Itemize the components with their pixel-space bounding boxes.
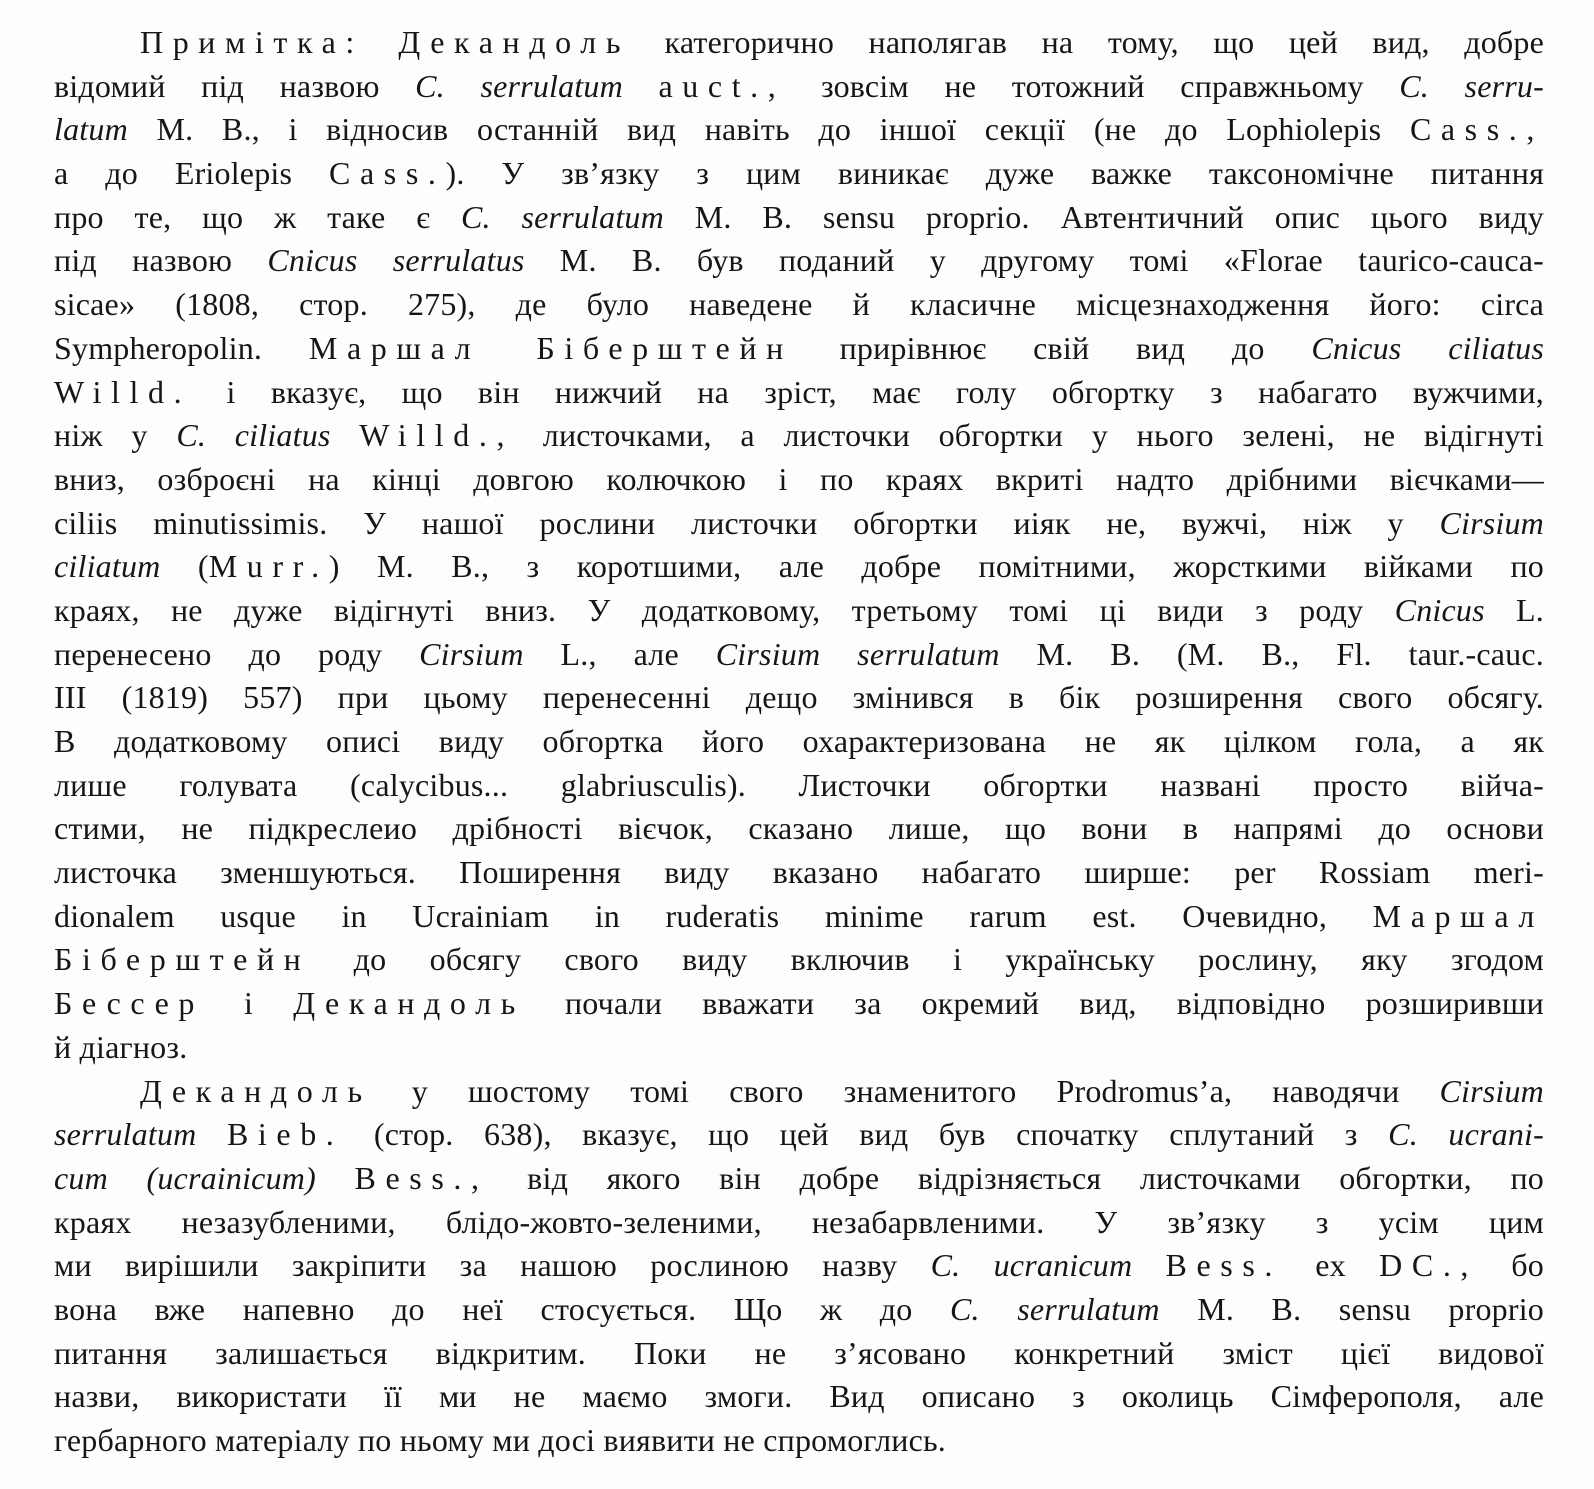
taxon-name-italic: C. serru- [1399,67,1544,104]
text-run: перенесено до роду [54,635,420,672]
text-line [54,196,1544,240]
letterspaced-name: DC., [1379,1247,1479,1284]
text-run [316,1160,355,1196]
taxon-name-italic: ciliatum [54,548,161,585]
text-run: ciliis minutissimis. У нашої рослини листочки обгортки иіяк не, вужчі, ніж у [54,504,1440,541]
letterspaced-name: Декандоль [398,24,631,60]
text-run: L. [1484,591,1545,628]
text-line [54,458,1544,502]
text-line [54,545,1544,589]
text-run: ). У зв’язку з цим виникає дуже важке таксономічне питання [445,155,1545,192]
taxon-name-italic: Cirsium serrulatum [715,635,1000,672]
letterspaced-name: Cass. [329,155,446,192]
taxon-name-italic: C. ucrani- [1388,1116,1545,1153]
taxon-name-italic: C. ucranicum [930,1247,1133,1284]
text-line [54,895,1544,939]
text-run: від якого він добре відрізняється листочками обгортки, по [488,1159,1544,1196]
taxon-name-italic: Cnicus ciliatus [1311,329,1545,366]
text-line [54,1375,1544,1419]
letterspaced-name: Willd., [359,417,515,454]
letterspaced-name: Примітка: [140,24,364,60]
text-run: гербарного матеріалу по ньому ми досі виявити не спромоглись. [54,1422,946,1458]
text-line [54,851,1544,895]
text-run: ) М. В., з коротшими, але добре помітними, жорсткими війками по [328,548,1544,585]
text-run: лише голувата (calycibus... glabriusculis). Листочки обгортки названі просто війча- [54,766,1544,803]
text-line [54,371,1544,415]
letterspaced-name: Декандоль [293,985,525,1022]
text-line [54,589,1544,633]
letterspaced-name: Bieb. [226,1116,344,1153]
text-run: й діагноз. [54,1028,188,1065]
text-run: під назвою [54,242,268,279]
taxon-name-italic: latum [54,111,128,148]
text-run: ми вирішили закріпити за нашою рослиною назву [54,1247,931,1284]
text-run: а до Eriolepis [54,155,330,192]
text-run: М. В. sensu proprio [1159,1290,1544,1327]
text-run: М. В. (М. В., Fl. taur.-cauc. [999,635,1544,672]
taxon-name-italic: Cirsium [1439,504,1544,541]
text-run: про те, що ж таке є [54,198,461,235]
text-run: В додатковому описі виду обгортка його охарактеризована не як цілком гола, а як [54,723,1544,759]
text-run: вона вже напевно до неї стосується. Що ж до [54,1290,950,1327]
text-line [54,414,1544,458]
text-line [54,65,1544,109]
text-line [54,327,1544,371]
text-line [54,1244,1544,1288]
text-run: вниз, озброєні на кінці довгою колючкою і по краях вкриті надто дрібними вієчками— [54,460,1544,497]
text-line [54,1288,1544,1332]
text-line [54,633,1544,677]
letterspaced-name: Bess., [354,1159,489,1196]
text-run [623,68,659,104]
letterspaced-name: Бессер [54,985,204,1022]
text-run: ex [1282,1247,1380,1284]
taxon-name-italic: serrulatum [54,1116,197,1153]
text-line [54,720,1544,764]
text-run: назви, використати її ми не маємо змоги. Вид описано з околиць Сімферополя, але [54,1378,1544,1415]
text-line [54,1113,1544,1157]
text-run [196,1116,227,1152]
text-line [54,1419,1544,1463]
text-line [54,982,1544,1026]
taxon-name-italic: Cirsium [419,635,524,672]
text-line [54,1026,1544,1070]
letterspaced-name: Маршал Біберштейн [308,329,793,366]
text-run [331,417,360,453]
letterspaced-name: Декандоль [140,1072,372,1109]
text-run: почали вважати за окремий вид, відповідно розширивши [524,985,1544,1022]
text-line [54,1332,1544,1376]
letterspaced-name: Біберштейн [54,941,311,978]
taxon-name-italic: Cnicus serrulatus [267,242,525,279]
taxon-name-italic: C. serrulatum [415,67,623,104]
text-line [54,807,1544,851]
text-line [54,283,1544,327]
text-line [54,676,1544,720]
text-run: прирівнює свій вид до [792,329,1312,366]
text-run: категорично наполягав на тому, що цей вид, добре [630,24,1544,60]
letterspaced-name: auct., [658,67,786,104]
text-run: до обсягу свого виду включив і українську рослину, яку згодом [310,941,1544,978]
text-run: зовсім не тотожний справжньому [785,67,1400,104]
text-run: і вказує, що він нижчий на зріст, має голу обгортку з набагато вужчими, [191,373,1544,410]
text-run: ( [160,548,209,585]
text-line [54,21,1544,65]
text-run: Sympheropolin. [54,329,309,366]
text-run: краях, не дуже відігнуті вниз. У додатковому, третьому томі ці види з роду [54,591,1395,628]
text-run: М. В. sensu proprio. Автентичний опис цього виду [663,198,1544,235]
text-line [54,1070,1544,1114]
text-run: краях незазубленими, блідо-жовто-зеленими, незабарвленими. У зв’язку з усім цим [54,1203,1544,1240]
taxon-name-italic: C. serrulatum [950,1290,1160,1327]
text-run: М. В., і відносив останній вид навіть до іншої секції (не до Lophiolepis [127,111,1410,148]
text-run: М. В. був поданий у другому томі «Florae taurico-cauca- [524,242,1544,279]
text-run: питання залишається відкритим. Поки не з’ясовано конкретний зміст цієї видової [54,1334,1544,1371]
taxon-name-italic: Cirsium [1439,1072,1544,1109]
text-run: відомий під назвою [54,67,416,104]
text-run: ніж у [54,417,177,454]
letterspaced-name: Willd. [54,373,192,410]
taxon-name-italic: cum (ucrainicum) [54,1159,316,1196]
text-line [54,1157,1544,1201]
text-run: dionalem usque in Ucrainiam in ruderatis minime rarum est. Очевидно, [54,897,1373,934]
text-line [54,152,1544,196]
taxon-name-italic: C. ciliatus [176,417,331,454]
letterspaced-name: Cass., [1409,111,1544,148]
text-run: (стор. 638), вказує, що цей вид був спочатку сплутаний з [343,1116,1389,1153]
letterspaced-name: Murr. [208,548,329,585]
text-line [54,239,1544,283]
text-run: у шостому томі свого знаменитого Prodromus’а, наводячи [371,1072,1440,1109]
letterspaced-name: Bess. [1165,1247,1282,1284]
text-line [54,764,1544,808]
text-line [54,1201,1544,1245]
text-run: sicae» (1808, стор. 275), де було наведене й класичне місцезнаходження його: circa [54,286,1544,323]
text-line [54,108,1544,152]
text-run: бо [1478,1247,1544,1284]
text-line [54,502,1544,546]
text-run: листочками, а листочки обгортки у нього зелені, не відігнуті [514,417,1545,454]
text-line [54,938,1544,982]
text-run: листочка зменшуються. Поширення виду вказано набагато ширше: per Rossiam meri- [54,854,1544,891]
text-run: L., але [523,635,716,672]
taxon-name-italic: C. serrulatum [460,198,664,235]
taxon-name-italic: Cnicus [1394,591,1485,628]
text-run [1132,1247,1165,1283]
text-run: і [203,985,294,1022]
text-run: III (1819) 557) при цьому перенесенні дещо змінився в бік розширення свого обсягу. [54,679,1544,716]
letterspaced-name: Маршал [1372,897,1544,934]
text-run: стими, не підкреслеио дрібності вієчок, сказано лише, що вони в напрямі до основи [54,810,1544,847]
text-run [364,24,399,60]
